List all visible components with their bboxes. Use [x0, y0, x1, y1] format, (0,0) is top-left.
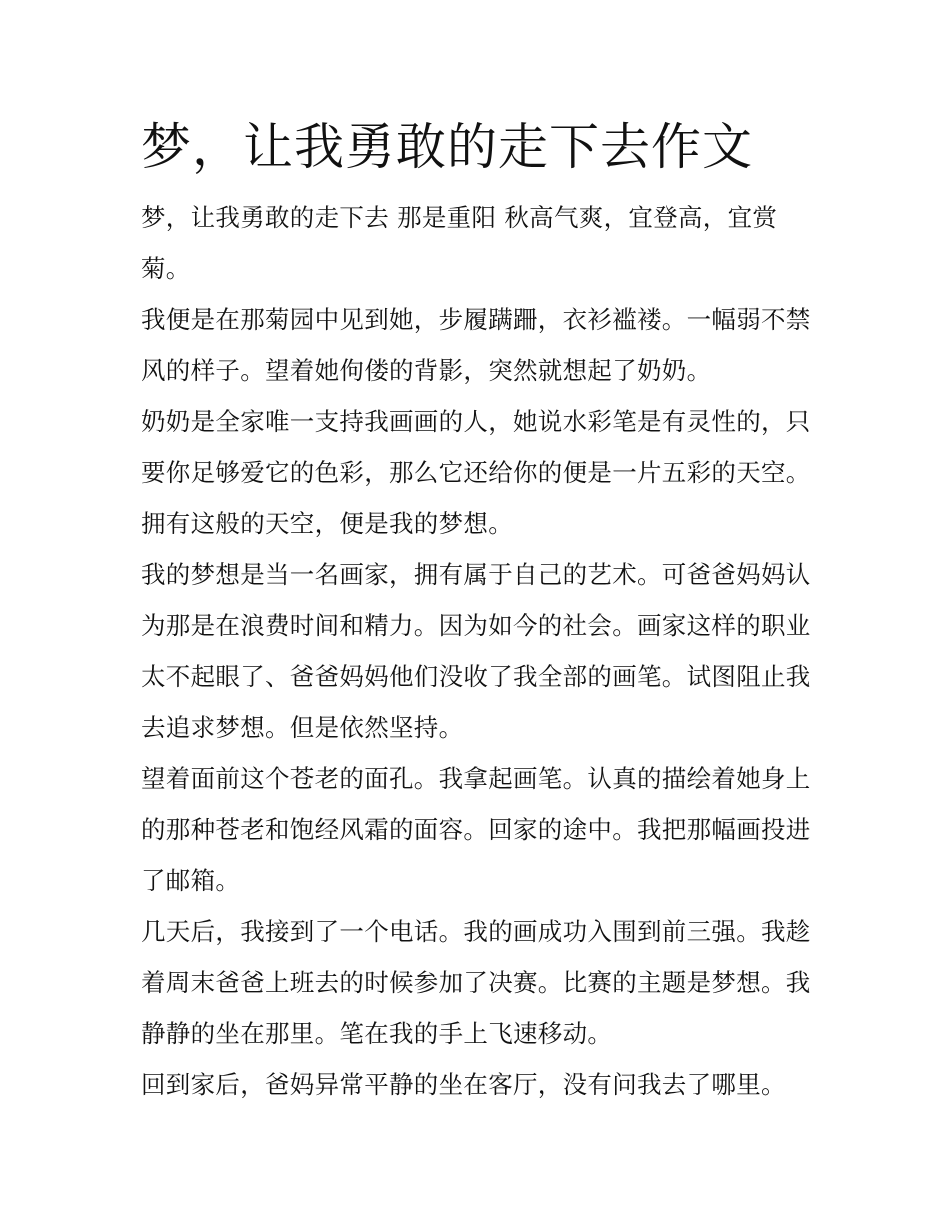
- paragraph-1: 梦，让我勇敢的走下去 那是重阳 秋高气爽，宜登高，宜赏菊。: [141, 203, 778, 283]
- paragraph-2: 我便是在那菊园中见到她，步履蹒跚，衣衫褴褛。一幅弱不禁风的样子。望着她佝偻的背影，突然就想起了奶奶。: [141, 305, 811, 385]
- paragraph-3: 奶奶是全家唯一支持我画画的人，她说水彩笔是有灵性的，只要你足够爱它的色彩，那么它还给你的便是一片五彩的天空。拥有这般的天空，便是我的梦想。: [141, 407, 811, 538]
- paragraph-7: 回到家后，爸妈异常平静的坐在客厅，没有问我去了哪里。: [141, 1070, 786, 1099]
- paragraph-4: 我的梦想是当一名画家，拥有属于自己的艺术。可爸爸妈妈认为那是在浪费时间和精力。因为如今的社会。画家这样的职业太不起眼了、爸爸妈妈他们没收了我全部的画笔。试图阻止我去追求梦想。但是依然坚持。: [141, 560, 811, 742]
- paragraph-5: 望着面前这个苍老的面孔。我拿起画笔。认真的描绘着她身上的那种苍老和饱经风霜的面容。回家的途中。我把那幅画投进了邮箱。: [141, 764, 811, 895]
- document-title: 梦，让我勇敢的走下去作文: [141, 118, 753, 176]
- document-page: [141, 112, 821, 1110]
- paragraph-6: 几天后，我接到了一个电话。我的画成功入围到前三强。我趁着周末爸爸上班去的时候参加了决赛。比赛的主题是梦想。我静静的坐在那里。笔在我的手上飞速移动。: [141, 917, 811, 1048]
